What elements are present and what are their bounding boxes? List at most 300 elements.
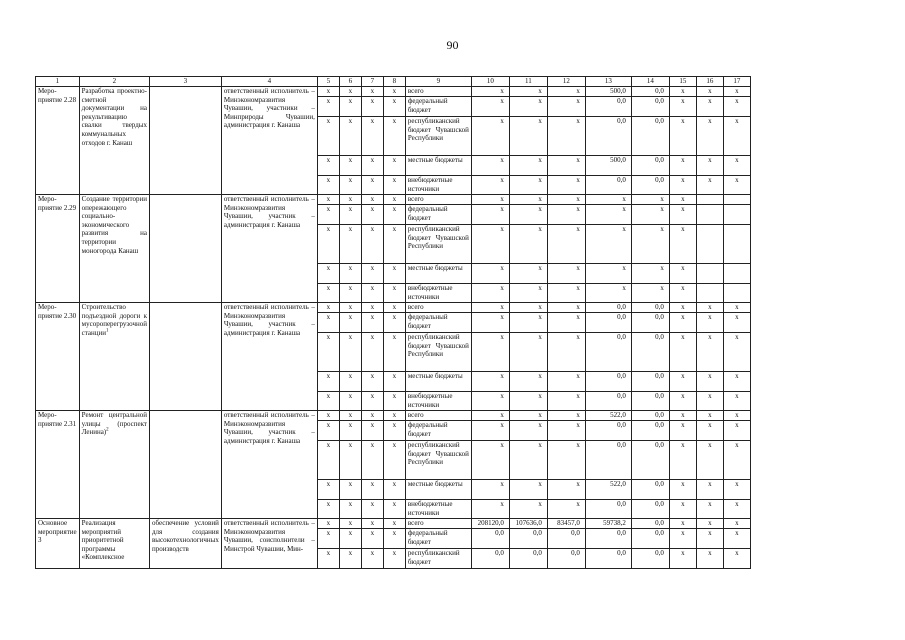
code-cell: x (361, 500, 383, 519)
table-row (36, 195, 751, 205)
code-cell: x (361, 117, 383, 156)
table-row (36, 303, 751, 313)
code-cell: x (383, 372, 405, 392)
value-cell: x (471, 225, 509, 264)
value-cell: x (547, 156, 585, 176)
value-cell: 0,0 (631, 529, 669, 549)
value-cell: 83457,0 (547, 519, 585, 529)
value-cell: x (547, 441, 585, 480)
value-cell: x (696, 441, 723, 480)
footnote-marker: 2 (106, 427, 109, 433)
code-cell: x (383, 441, 405, 480)
value-cell: 0,0 (631, 176, 669, 195)
value-cell: x (547, 333, 585, 372)
value-cell: x (669, 313, 696, 333)
value-cell: 0,0 (631, 411, 669, 421)
measure-title-text: Строительство подъездной дороги к мусороперегрузочной станции (81, 303, 147, 337)
table-row (36, 519, 751, 529)
value-cell: x (723, 421, 750, 441)
funding-source-cell: федеральный бюджет (405, 421, 471, 441)
header-cell: 14 (631, 77, 669, 87)
measure-title-text: Ремонт центральной улицы (проспект Ленина) (81, 411, 147, 437)
code-cell: x (361, 205, 383, 225)
header-cell: 12 (547, 77, 585, 87)
value-cell: 0,0 (631, 117, 669, 156)
value-cell: x (471, 333, 509, 372)
value-cell: x (547, 392, 585, 411)
value-cell: 0,0 (631, 303, 669, 313)
funding-source-cell: республиканский бюджет Чувашской Республики (405, 117, 471, 156)
value-cell: x (669, 156, 696, 176)
value-cell: 0,0 (631, 372, 669, 392)
value-cell: x (669, 284, 696, 303)
code-cell: x (383, 313, 405, 333)
value-cell: x (547, 303, 585, 313)
value-cell: x (696, 313, 723, 333)
value-cell: x (471, 313, 509, 333)
funding-source-cell: всего (405, 303, 471, 313)
header-cell: 7 (361, 77, 383, 87)
value-cell: x (631, 284, 669, 303)
value-cell: x (723, 176, 750, 195)
value-cell: 0,0 (547, 529, 585, 549)
header-cell: 16 (696, 77, 723, 87)
value-cell (723, 195, 750, 205)
value-cell: x (669, 176, 696, 195)
value-cell: x (631, 195, 669, 205)
code-cell: x (339, 284, 361, 303)
header-cell: 6 (339, 77, 361, 87)
funding-source-cell: республиканский бюджет (405, 549, 471, 569)
value-cell: x (669, 372, 696, 392)
value-cell: x (471, 303, 509, 313)
value-cell: x (669, 205, 696, 225)
value-cell: x (723, 303, 750, 313)
code-cell: x (361, 529, 383, 549)
code-cell: x (317, 284, 339, 303)
value-cell: x (547, 225, 585, 264)
value-cell: x (547, 480, 585, 500)
value-cell: x (547, 195, 585, 205)
value-cell: x (723, 519, 750, 529)
value-cell (723, 225, 750, 264)
value-cell: x (471, 117, 509, 156)
code-cell: x (361, 87, 383, 97)
value-cell: x (509, 87, 547, 97)
code-cell: x (383, 411, 405, 421)
value-cell: 0,0 (471, 529, 509, 549)
value-cell: 0,0 (585, 333, 631, 372)
code-cell: x (361, 392, 383, 411)
header-cell: 8 (383, 77, 405, 87)
value-cell (723, 205, 750, 225)
code-cell: x (339, 117, 361, 156)
value-cell: x (471, 480, 509, 500)
measure-number-cell: Меро-приятие 2.30 (36, 303, 80, 411)
funding-source-cell: местные бюджеты (405, 264, 471, 284)
value-cell: x (585, 225, 631, 264)
value-cell: x (509, 176, 547, 195)
measure-number-cell: Меро-приятие 2.29 (36, 195, 80, 303)
value-cell: x (669, 529, 696, 549)
code-cell: x (383, 195, 405, 205)
code-cell: x (317, 549, 339, 569)
funding-source-cell: местные бюджеты (405, 156, 471, 176)
value-cell: x (547, 411, 585, 421)
measure-title-text: Разработка проектно-сметной документации на рекультивацию свалки твердых коммунальных отходов г. Канаш (81, 87, 147, 147)
value-cell: x (509, 372, 547, 392)
measure-number-cell: Основное мероприятие 3 (36, 519, 80, 569)
code-cell: x (361, 333, 383, 372)
value-cell: 0,0 (547, 549, 585, 569)
measure-title-cell (79, 519, 149, 569)
code-cell: x (361, 411, 383, 421)
code-cell: x (361, 421, 383, 441)
value-cell: x (696, 303, 723, 313)
value-cell: x (471, 205, 509, 225)
value-cell: x (585, 205, 631, 225)
value-cell: x (723, 313, 750, 333)
value-cell: 0,0 (585, 441, 631, 480)
code-cell: x (339, 392, 361, 411)
value-cell: x (509, 411, 547, 421)
program-table (35, 76, 751, 569)
code-cell: x (361, 441, 383, 480)
value-cell: 0,0 (585, 313, 631, 333)
value-cell: x (723, 411, 750, 421)
value-cell: x (696, 529, 723, 549)
executor-cell: ответственный исполнитель – Минэкономразвития Чувашии, участник – администрация г. Канаша (221, 411, 317, 519)
header-cell: 5 (317, 77, 339, 87)
value-cell: x (509, 205, 547, 225)
funding-source-cell: республиканский бюджет Чувашской Республики (405, 333, 471, 372)
value-cell: x (723, 549, 750, 569)
code-cell: x (361, 480, 383, 500)
funding-source-cell: всего (405, 411, 471, 421)
code-cell: x (317, 264, 339, 284)
code-cell: x (339, 421, 361, 441)
value-cell: x (669, 264, 696, 284)
code-cell: x (317, 176, 339, 195)
value-cell: x (631, 225, 669, 264)
value-cell: x (669, 333, 696, 372)
value-cell: x (547, 205, 585, 225)
value-cell: x (471, 284, 509, 303)
value-cell: 0,0 (509, 549, 547, 569)
value-cell: x (509, 441, 547, 480)
value-cell: x (509, 97, 547, 117)
value-cell: x (696, 156, 723, 176)
header-cell: 3 (149, 77, 221, 87)
code-cell: x (383, 284, 405, 303)
value-cell: x (509, 156, 547, 176)
goal-cell (149, 303, 221, 411)
page-number: 90 (446, 38, 459, 52)
value-cell: x (669, 97, 696, 117)
value-cell: x (696, 392, 723, 411)
code-cell: x (339, 97, 361, 117)
header-row (36, 77, 751, 87)
value-cell: x (547, 372, 585, 392)
value-cell: x (585, 284, 631, 303)
header-cell: 11 (509, 77, 547, 87)
header-cell: 9 (405, 77, 471, 87)
value-cell: x (669, 87, 696, 97)
value-cell: x (471, 97, 509, 117)
code-cell: x (383, 205, 405, 225)
value-cell: 0,0 (631, 156, 669, 176)
code-cell: x (361, 372, 383, 392)
code-cell: x (383, 421, 405, 441)
header-cell: 15 (669, 77, 696, 87)
value-cell: x (723, 117, 750, 156)
value-cell: 0,0 (631, 97, 669, 117)
code-cell: x (383, 225, 405, 264)
code-cell: x (317, 195, 339, 205)
value-cell: x (669, 117, 696, 156)
value-cell: 0,0 (585, 529, 631, 549)
code-cell: x (317, 117, 339, 156)
code-cell: x (339, 313, 361, 333)
value-cell: x (696, 411, 723, 421)
code-cell: x (383, 156, 405, 176)
code-cell: x (317, 441, 339, 480)
funding-source-cell: местные бюджеты (405, 480, 471, 500)
value-cell: x (509, 313, 547, 333)
value-cell: x (696, 480, 723, 500)
value-cell: x (585, 264, 631, 284)
value-cell: 0,0 (585, 421, 631, 441)
value-cell: x (723, 156, 750, 176)
value-cell: x (669, 303, 696, 313)
code-cell: x (383, 264, 405, 284)
table-row (36, 87, 751, 97)
table-row (36, 411, 751, 421)
code-cell: x (317, 225, 339, 264)
value-cell: x (631, 205, 669, 225)
code-cell: x (339, 529, 361, 549)
code-cell: x (361, 97, 383, 117)
header-cell: 2 (79, 77, 149, 87)
funding-source-cell: федеральный бюджет (405, 97, 471, 117)
value-cell: x (471, 421, 509, 441)
value-cell: 0,0 (631, 441, 669, 480)
value-cell: x (696, 421, 723, 441)
code-cell: x (317, 529, 339, 549)
code-cell: x (383, 303, 405, 313)
funding-source-cell: внебюджетные источники (405, 176, 471, 195)
value-cell: x (723, 500, 750, 519)
code-cell: x (317, 392, 339, 411)
value-cell (696, 284, 723, 303)
code-cell: x (361, 156, 383, 176)
code-cell: x (339, 176, 361, 195)
value-cell: x (509, 333, 547, 372)
value-cell (696, 264, 723, 284)
value-cell: x (547, 284, 585, 303)
value-cell: 0,0 (631, 392, 669, 411)
funding-source-cell: местные бюджеты (405, 372, 471, 392)
value-cell: x (669, 411, 696, 421)
code-cell: x (361, 195, 383, 205)
value-cell: 0,0 (471, 549, 509, 569)
code-cell: x (383, 392, 405, 411)
code-cell: x (317, 156, 339, 176)
code-cell: x (339, 303, 361, 313)
code-cell: x (317, 519, 339, 529)
funding-source-cell: республиканский бюджет Чувашской Республики (405, 441, 471, 480)
code-cell: x (317, 87, 339, 97)
measure-title-cell (79, 303, 149, 411)
value-cell: x (547, 264, 585, 284)
value-cell: x (509, 225, 547, 264)
code-cell: x (339, 549, 361, 569)
code-cell: x (317, 372, 339, 392)
code-cell: x (383, 333, 405, 372)
value-cell: 59738,2 (585, 519, 631, 529)
code-cell: x (317, 205, 339, 225)
value-cell: x (723, 529, 750, 549)
code-cell: x (317, 500, 339, 519)
header-cell: 17 (723, 77, 750, 87)
value-cell: x (723, 441, 750, 480)
value-cell: 0,0 (631, 500, 669, 519)
value-cell: 522,0 (585, 411, 631, 421)
header-cell: 13 (585, 77, 631, 87)
value-cell: x (509, 264, 547, 284)
code-cell: x (339, 441, 361, 480)
funding-source-cell: всего (405, 519, 471, 529)
code-cell: x (339, 480, 361, 500)
value-cell: x (509, 500, 547, 519)
value-cell: x (669, 441, 696, 480)
value-cell: 0,0 (585, 372, 631, 392)
value-cell (723, 264, 750, 284)
value-cell: x (509, 303, 547, 313)
value-cell: x (696, 519, 723, 529)
code-cell: x (339, 156, 361, 176)
value-cell: x (696, 176, 723, 195)
code-cell: x (383, 549, 405, 569)
value-cell: 0,0 (585, 97, 631, 117)
value-cell: x (471, 411, 509, 421)
code-cell: x (317, 480, 339, 500)
executor-cell: ответственный исполнитель – Минэкономразвития Чувашии, участники – Минприроды Чувашии, администрация г. Канаша (221, 87, 317, 195)
code-cell: x (361, 549, 383, 569)
footnote-marker: 1 (106, 328, 109, 334)
value-cell: x (669, 195, 696, 205)
funding-source-cell: федеральный бюджет (405, 313, 471, 333)
value-cell: 500,0 (585, 156, 631, 176)
value-cell (723, 284, 750, 303)
value-cell: x (547, 313, 585, 333)
code-cell: x (317, 303, 339, 313)
funding-source-cell: внебюджетные источники (405, 284, 471, 303)
value-cell: x (509, 480, 547, 500)
funding-source-cell: всего (405, 87, 471, 97)
header-cell: 1 (36, 77, 80, 87)
value-cell: 0,0 (585, 176, 631, 195)
value-cell: 0,0 (585, 392, 631, 411)
measure-number-cell: Меро-приятие 2.31 (36, 411, 80, 519)
code-cell: x (317, 313, 339, 333)
goal-cell (149, 195, 221, 303)
code-cell: x (339, 372, 361, 392)
measure-title-cell (79, 195, 149, 303)
value-cell: x (696, 500, 723, 519)
funding-source-cell: федеральный бюджет (405, 205, 471, 225)
value-cell: x (723, 392, 750, 411)
header-cell: 10 (471, 77, 509, 87)
value-cell: x (547, 117, 585, 156)
value-cell: x (471, 264, 509, 284)
value-cell: x (547, 176, 585, 195)
value-cell: x (471, 441, 509, 480)
value-cell: x (723, 372, 750, 392)
goal-cell (149, 87, 221, 195)
value-cell: x (509, 195, 547, 205)
value-cell: x (669, 519, 696, 529)
value-cell: x (723, 97, 750, 117)
value-cell: 107636,0 (509, 519, 547, 529)
code-cell: x (317, 411, 339, 421)
value-cell: x (509, 421, 547, 441)
executor-cell: ответственный исполнитель – Минэкономразвития Чувашии, участник – администрация г. Канаша (221, 195, 317, 303)
value-cell: x (471, 156, 509, 176)
code-cell: x (383, 176, 405, 195)
measure-title-text: Создание территории опережающего социально-экономического развития на территории моногорода Канаш (81, 195, 147, 255)
code-cell: x (361, 176, 383, 195)
value-cell: x (547, 500, 585, 519)
value-cell: 0,0 (631, 480, 669, 500)
value-cell: 522,0 (585, 480, 631, 500)
code-cell: x (383, 480, 405, 500)
value-cell: x (723, 480, 750, 500)
value-cell: 0,0 (631, 313, 669, 333)
value-cell: x (547, 97, 585, 117)
value-cell: x (631, 264, 669, 284)
code-cell: x (339, 333, 361, 372)
code-cell: x (339, 411, 361, 421)
code-cell: x (339, 519, 361, 529)
value-cell: x (669, 421, 696, 441)
value-cell: 0,0 (585, 303, 631, 313)
value-cell: x (471, 500, 509, 519)
value-cell: x (585, 195, 631, 205)
header-cell: 4 (221, 77, 317, 87)
code-cell: x (361, 519, 383, 529)
value-cell: 208120,0 (471, 519, 509, 529)
value-cell: 0,0 (509, 529, 547, 549)
measure-title-cell (79, 411, 149, 519)
value-cell: x (471, 392, 509, 411)
code-cell: x (383, 87, 405, 97)
funding-source-cell: внебюджетные источники (405, 500, 471, 519)
code-cell: x (317, 421, 339, 441)
code-cell: x (339, 195, 361, 205)
value-cell: x (669, 480, 696, 500)
value-cell: x (696, 372, 723, 392)
code-cell: x (383, 117, 405, 156)
value-cell: x (471, 87, 509, 97)
value-cell: x (471, 176, 509, 195)
funding-source-cell: федеральный бюджет (405, 529, 471, 549)
code-cell: x (339, 264, 361, 284)
code-cell: x (383, 529, 405, 549)
code-cell: x (317, 333, 339, 372)
value-cell: 0,0 (585, 500, 631, 519)
funding-source-cell: республиканский бюджет Чувашской Республики (405, 225, 471, 264)
